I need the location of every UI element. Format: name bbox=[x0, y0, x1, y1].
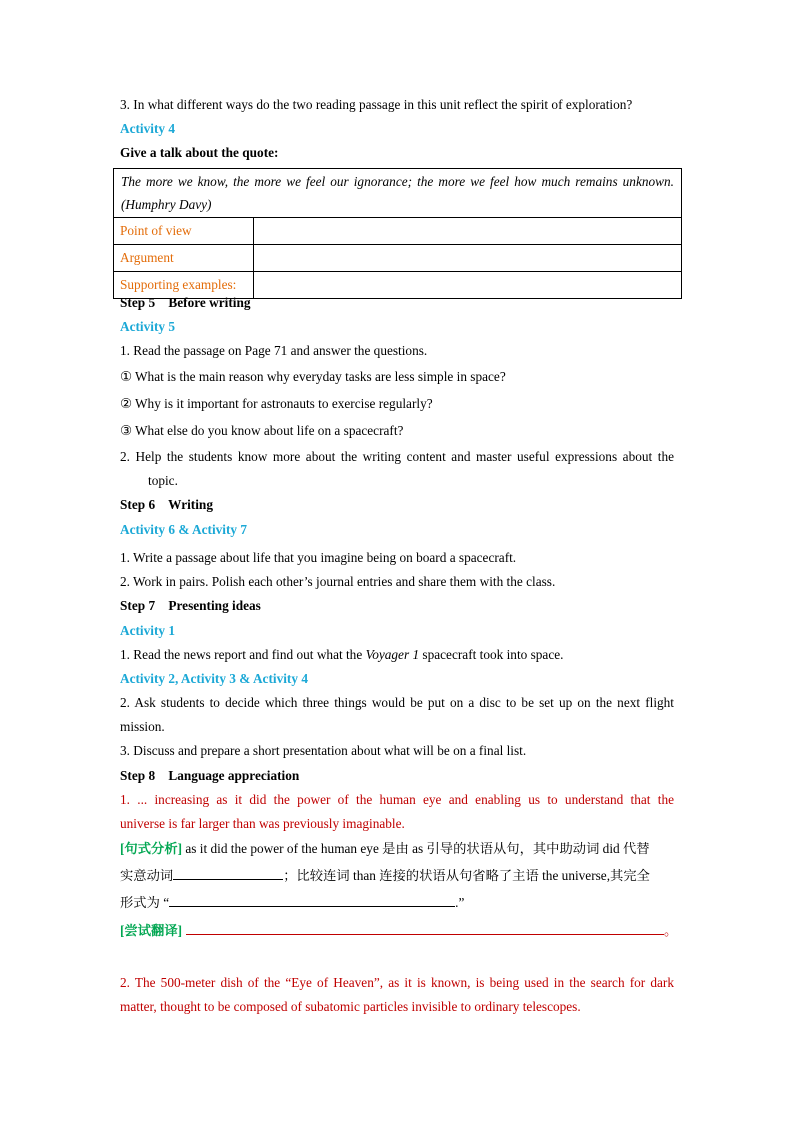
step6-item-2: 2. Work in pairs. Polish each other’s journal entries and share them with the class. bbox=[120, 574, 556, 589]
step-5-heading: Step 5 Before writing bbox=[120, 295, 251, 310]
point-of-view-label: Point of view bbox=[114, 218, 254, 245]
analysis-text-2a: 实意动词 bbox=[120, 868, 174, 883]
activity-2-3-4-heading: Activity 2, Activity 3 & Activity 4 bbox=[120, 671, 308, 686]
analysis-tag: [句式分析] bbox=[120, 841, 183, 856]
step7-item-2-line2: mission. bbox=[120, 719, 165, 734]
verb-blank[interactable] bbox=[173, 867, 283, 880]
analysis-text-2b: ；比较连词 than 连接的状语从句省略了主语 the universe,其完全 bbox=[283, 868, 650, 883]
supporting-examples-label: Supporting examples: bbox=[114, 272, 254, 299]
step5-item-2-line1: 2. Help the students know more about the writing content and master useful expressions about the bbox=[120, 449, 674, 464]
step8-sentence-2-line2: matter, thought to be composed of subatomic particles invisible to ordinary telescopes. bbox=[120, 999, 581, 1014]
analysis-text-3b: .” bbox=[455, 895, 465, 910]
talk-heading: Give a talk about the quote: bbox=[120, 145, 279, 160]
question-3: 3. In what different ways do the two reading passage in this unit reflect the spirit of exploration? bbox=[120, 97, 633, 112]
step5-question-3: ③ What else do you know about life on a spacecraft? bbox=[120, 423, 404, 438]
translate-line bbox=[120, 922, 677, 940]
step7-item-1-post: spacecraft took into space. bbox=[419, 647, 564, 662]
activity-5-heading: Activity 5 bbox=[120, 319, 176, 334]
step5-item-2-line2: topic. bbox=[148, 473, 178, 488]
step7-item-1 bbox=[120, 646, 563, 664]
step5-item-1: 1. Read the passage on Page 71 and answer the questions. bbox=[120, 343, 428, 358]
step8-sentence-2-line1: 2. The 500-meter dish of the “Eye of Heaven”, as it is known, is being used in the search for dark bbox=[120, 975, 674, 990]
step5-question-1: ① What is the main reason why everyday tasks are less simple in space? bbox=[120, 369, 506, 384]
full-form-blank[interactable] bbox=[169, 894, 455, 907]
argument-label: Argument bbox=[114, 245, 254, 272]
step8-sentence-1-line2: universe is far larger than was previously imaginable. bbox=[120, 816, 405, 831]
step7-item-3: 3. Discuss and prepare a short presentation about what will be on a final list. bbox=[120, 743, 527, 758]
translate-blank[interactable] bbox=[186, 922, 664, 935]
step6-item-1: 1. Write a passage about life that you imagine being on board a spacecraft. bbox=[120, 550, 517, 565]
step-6-heading: Step 6 Writing bbox=[120, 497, 213, 512]
supporting-examples-field[interactable] bbox=[254, 272, 682, 299]
step8-sentence-1-line1: 1. ... increasing as it did the power of the human eye and enabling us to understand that the bbox=[120, 792, 674, 807]
activity-1-heading: Activity 1 bbox=[120, 623, 176, 638]
analysis-text-3a: 形式为 “ bbox=[120, 895, 170, 910]
activity-4-heading: Activity 4 bbox=[120, 121, 176, 136]
analysis-line-1 bbox=[120, 840, 650, 858]
point-of-view-field[interactable] bbox=[254, 218, 682, 245]
voyager-name: Voyager 1 bbox=[365, 647, 420, 662]
analysis-line-2 bbox=[120, 867, 650, 885]
translate-end: 。 bbox=[664, 923, 678, 938]
step7-item-1-pre: 1. Read the news report and find out what the bbox=[120, 647, 366, 662]
translate-tag: [尝试翻译] bbox=[120, 923, 183, 938]
argument-field[interactable] bbox=[254, 245, 682, 272]
analysis-text-1: as it did the power of the human eye 是由 as 引导的状语从句，其中助动词 did 代替 bbox=[182, 841, 650, 856]
activity-6-7-heading: Activity 6 & Activity 7 bbox=[120, 522, 248, 537]
step-7-heading: Step 7 Presenting ideas bbox=[120, 598, 261, 613]
quote-table bbox=[113, 168, 682, 299]
analysis-line-3 bbox=[120, 894, 464, 912]
quote-cell: The more we know, the more we feel our ignorance; the more we feel how much remains unknown. (Humphry Davy) bbox=[114, 169, 682, 218]
step7-item-2-line1: 2. Ask students to decide which three things would be put on a disc to be set up on the next flight bbox=[120, 695, 674, 710]
step-8-heading: Step 8 Language appreciation bbox=[120, 768, 300, 783]
step5-question-2: ② Why is it important for astronauts to exercise regularly? bbox=[120, 396, 433, 411]
